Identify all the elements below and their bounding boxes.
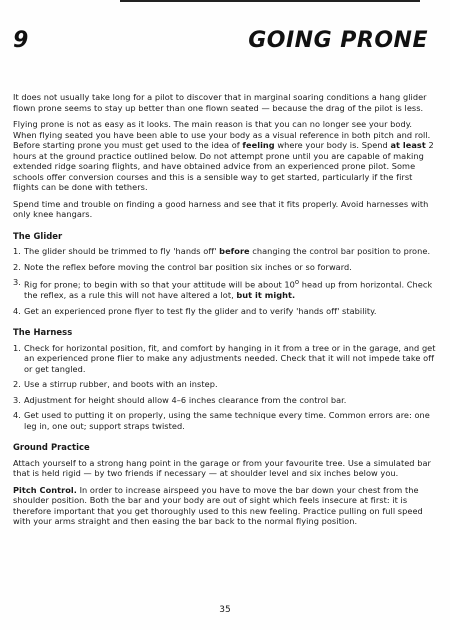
list-item: 4. Get an experienced prone flyer to test fly the glider and to verify 'hands off' stability. — [13, 305, 377, 316]
intro-paragraph-1: It does not usually take long for a pilot to discover that in marginal soaring conditions a hang glider flown prone seems to stay up better than one flown seated — because the drag of the pilot is less. — [13, 92, 427, 113]
section-heading-ground-practice: Ground Practice — [13, 442, 90, 453]
list-item: 2. Note the reflex before moving the control bar position six inches or so forward. — [13, 261, 352, 272]
list-item: 4. Get used to putting it on properly, using the same technique every time. Common errors are: one leg in, one out; support straps twisted. — [13, 410, 430, 431]
chapter-title: GOING PRONE — [248, 28, 428, 53]
list-item: 2. Use a stirrup rubber, and boots with an instep. — [13, 379, 218, 390]
chapter-header — [13, 28, 428, 53]
list-item: 3. Adjustment for height should allow 4–6 inches clearance from the control bar. — [13, 394, 347, 405]
harness-list — [13, 343, 438, 432]
ground-paragraph-1: Attach yourself to a strong hang point in the garage or from your favourite tree. Use a simulated bar that is held rigid — by two friends if necessary — at shoulder level and six inches below you. — [13, 457, 431, 479]
list-item: 3. Rig for prone; to begin with so that your attitude will be about 10$^o$ head up from horizontal. Check the reflex, as a rule this will not have altered a lot, but it might. — [13, 277, 433, 301]
glider-list — [13, 246, 438, 316]
section-heading-glider: The Glider — [13, 230, 63, 241]
top-rule — [120, 0, 420, 2]
ground-paragraph-2: Pitch Control. In order to increase airspeed you have to move the bar down your chest from the shoulder position. Both the bar and your body are out of sight which feels insecure at first: it is therefore important that you get thoroughly used to this new feeling. Practice pulling on full speed with your arms straight and then easing the bar back to the normal flying position. — [13, 484, 423, 527]
intro-paragraph-2: Flying prone is not as easy as it looks. The main reason is that you can no longer see your body. When flying seated you have been able to use your body as a visual reference in both pitch and roll. Before starting prone you must get used to the idea of feeling where your body is. Spend at least 2 hours at the ground practice outlined below. Do not attempt prone until you are capable of making extended ridge soaring flights, and have obtained advice from an experienced prone pilot. Some schools offer conversion courses and this is a sensible way to get started, particularly if the first flights can be done with tethers. — [13, 119, 434, 192]
list-item: 1. The glider should be trimmed to fly 'hands off' before changing the control bar position to prone. — [13, 246, 431, 256]
page-body — [13, 92, 438, 533]
chapter-number: 9 — [13, 28, 29, 53]
page-number: 35 — [219, 605, 231, 615]
list-item: 1. Check for horizontal position, fit, and comfort by hanging in it from a tree or in the garage, and get an experienced prone flier to make any adjustments needed. Check that it will not impede take off or get tangled. — [13, 342, 436, 374]
section-heading-harness: The Harness — [13, 327, 73, 338]
intro-paragraph-3: Spend time and trouble on finding a good harness and see that it fits properly. Avoid harnesses with only knee hangars. — [13, 198, 429, 219]
